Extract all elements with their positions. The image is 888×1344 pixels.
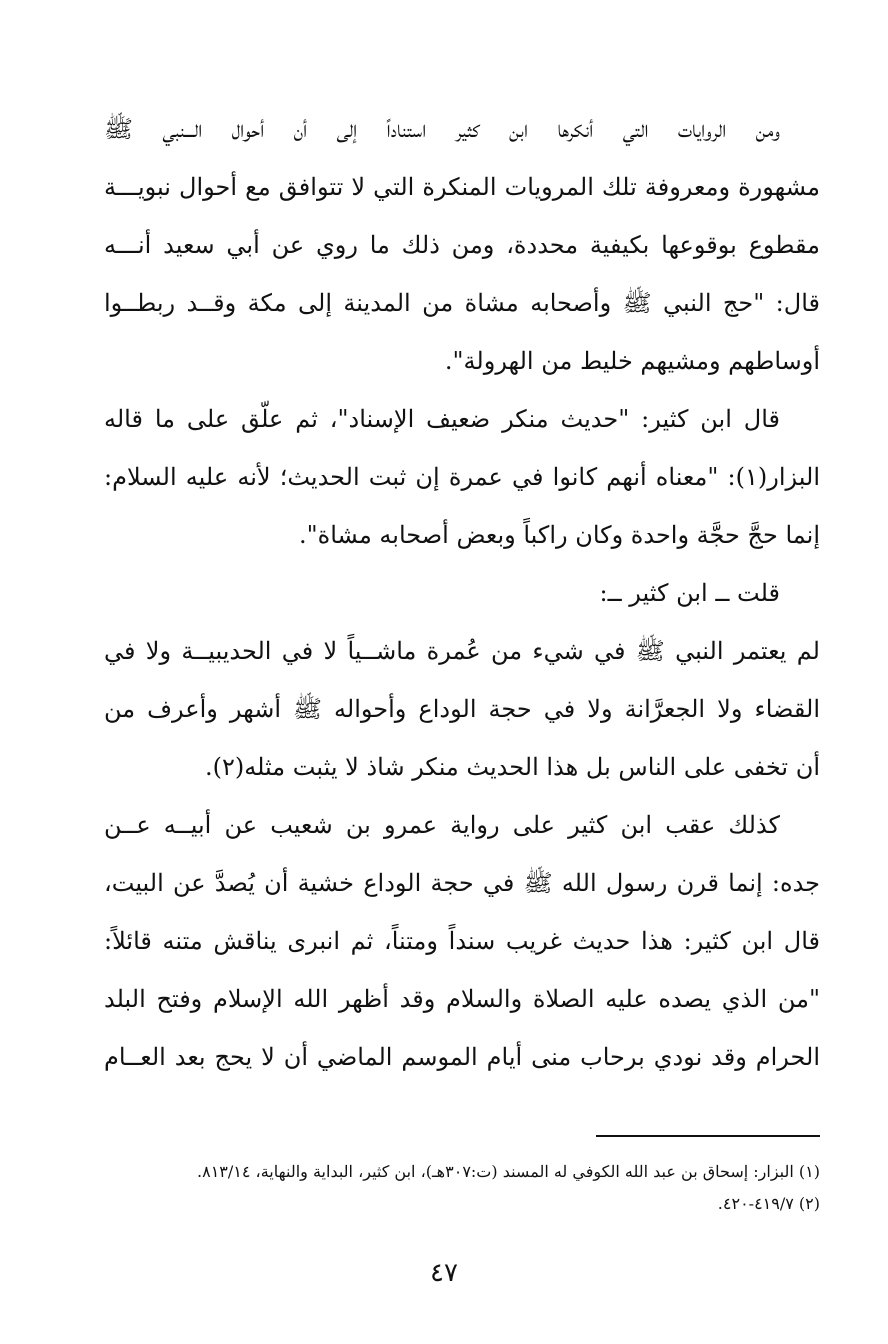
page-number: ٤٧ <box>430 1258 458 1288</box>
text-line: القضاء ولا الجعرَّانة ولا في حجة الوداع وأحواله ﷺ أشهر وأعرف من <box>104 695 820 723</box>
text-line: قال ابن كثير: "حديث منكر ضعيف الإسناد"، ثم علّق على ما قاله <box>104 405 780 433</box>
text-line: البزار(١): "معناه أنهم كانوا في عمرة إن ثبت الحديث؛ لأنه عليه السلام: <box>104 463 820 491</box>
text-line: أوساطهم ومشيهم خليط من الهرولة". <box>444 347 820 375</box>
text-line: أن تخفى على الناس بل هذا الحديث منكر شاذ لا يثبت مثله(٢). <box>204 753 820 781</box>
footnote-divider <box>596 1135 820 1137</box>
text-line: مشهورة ومعروفة تلك المرويات المنكرة التي لا تتوافق مع أحوال نبويـــة <box>104 173 820 201</box>
text-line: قلت ــ ابن كثير ــ: <box>599 579 780 607</box>
text-line: قال ابن كثير: هذا حديث غريب سنداً ومتناً، ثم انبرى يناقش متنه قائلاً: <box>104 927 820 955</box>
footnote-2: (٢) ٤١٩/٧-٤٢٠. <box>717 1194 820 1213</box>
text-line: قال: "حج النبي ﷺ وأصحابه مشاة من المدينة إلى مكة وقــد ربطــوا <box>104 289 820 317</box>
footnote-1: (١) البزار: إسحاق بن عبد الله الكوفي له المسند (ت:٣٠٧هـ)، ابن كثير، البداية والنهاية، ٨١٣/١٤. <box>197 1162 820 1181</box>
main-text <box>104 100 820 1086</box>
text-line: كذلك عقب ابن كثير على رواية عمرو بن شعيب عن أبيــه عــن <box>104 811 780 839</box>
text-line: الحرام وقد نودي برحاب منى أيام الموسم الماضي أن لا يحج بعد العــام <box>104 1043 820 1071</box>
text-line: إنما حجَّ حجَّة واحدة وكان راكباً وبعض أصحابه مشاة". <box>298 521 820 549</box>
text-line: لم يعتمر النبي ﷺ في شيء من عُمرة ماشــياً لا في الحديبيــة ولا في <box>104 637 820 665</box>
text-line: ومن الروايات التي أنكرها ابن كثير استناداً إلى أن أحوال الـــنبي ﷺ <box>104 115 780 143</box>
text-line: "من الذي يصده عليه الصلاة والسلام وقد أظهر الله الإسلام وفتح البلد <box>104 985 820 1013</box>
text-line: جده: إنما قرن رسول الله ﷺ في حجة الوداع خشية أن يُصدَّ عن البيت، <box>104 869 820 897</box>
footnotes <box>104 1156 820 1220</box>
text-line: مقطوع بوقوعها بكيفية محددة، ومن ذلك ما روي عن أبي سعيد أنـــه <box>104 231 820 259</box>
